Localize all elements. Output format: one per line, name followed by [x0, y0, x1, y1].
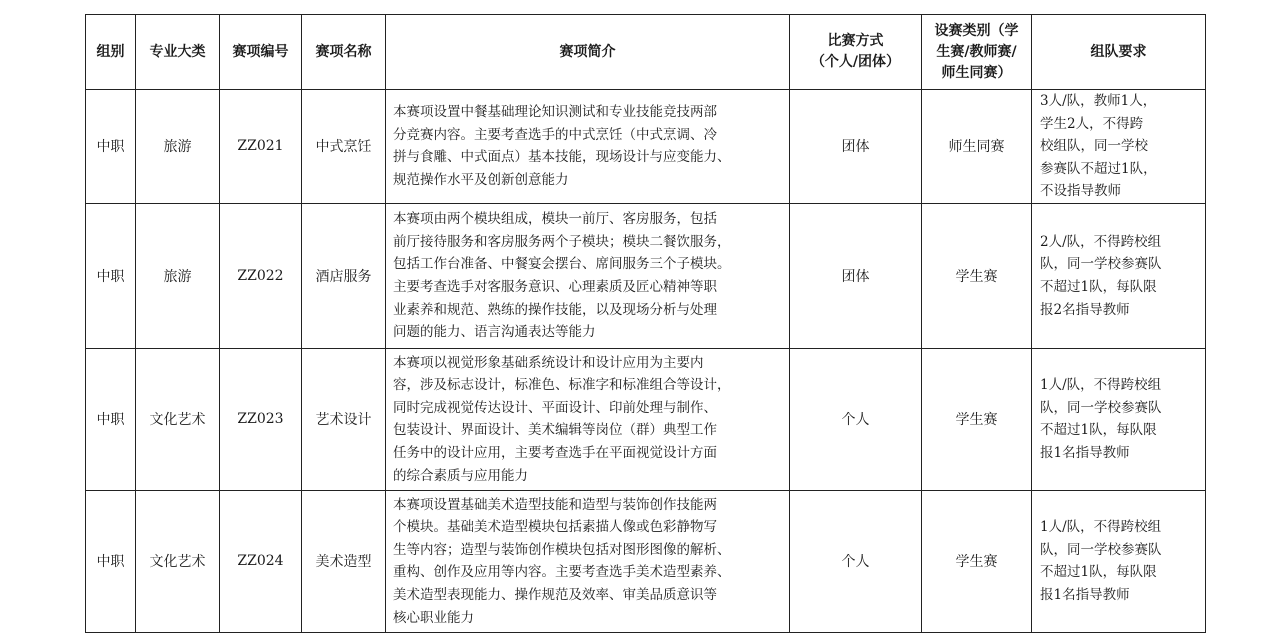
cell-code: ZZ022 [220, 203, 302, 348]
cell-major: 旅游 [136, 90, 220, 204]
competition-table [85, 14, 1206, 633]
header-category: 设赛类别（学 生赛/教师赛/ 师生同赛） [922, 15, 1032, 90]
cell-team: 2人/队，不得跨校组 队，同一学校参赛队 不超过1队，每队限 报2名指导教师 [1032, 203, 1206, 348]
cell-category: 学生赛 [922, 203, 1032, 348]
table-row [86, 90, 1206, 204]
cell-category: 学生赛 [922, 490, 1032, 632]
cell-category: 师生同赛 [922, 90, 1032, 204]
header-group: 组别 [86, 15, 136, 90]
table-row [86, 490, 1206, 632]
cell-intro: 本赛项设置基础美术造型技能和造型与装饰创作技能两 个模块。基础美术造型模块包括素描人像或色彩静物写 生等内容；造型与装饰创作模块包括对图形图像的解析、 重构、创作及应用等内容。主要考查选手美术造型素养、 美术造型表现能力、操作规范及效率、审美品质意识等 核心职业能力 [386, 490, 790, 632]
cell-team: 1人/队，不得跨校组 队，同一学校参赛队 不超过1队，每队限 报1名指导教师 [1032, 348, 1206, 490]
cell-team: 3人/队，教师1人， 学生2人，不得跨 校组队，同一学校 参赛队不超过1队， 不设指导教师 [1032, 90, 1206, 204]
header-name: 赛项名称 [302, 15, 386, 90]
header-code: 赛项编号 [220, 15, 302, 90]
header-mode: 比赛方式 （个人/团体） [790, 15, 922, 90]
cell-mode: 个人 [790, 348, 922, 490]
cell-name: 美术造型 [302, 490, 386, 632]
cell-intro: 本赛项以视觉形象基础系统设计和设计应用为主要内 容，涉及标志设计，标准色、标准字和标准组合等设计， 同时完成视觉传达设计、平面设计、印前处理与制作、 包装设计、界面设计、美术编辑等岗位（群）典型工作 任务中的设计应用，主要考查选手在平面视觉设计方面 的综合素质与应用能力 [386, 348, 790, 490]
cell-major: 文化艺术 [136, 348, 220, 490]
cell-name: 酒店服务 [302, 203, 386, 348]
cell-intro: 本赛项由两个模块组成，模块一前厅、客房服务，包括 前厅接待服务和客房服务两个子模块；模块二餐饮服务， 包括工作台准备、中餐宴会摆台、席间服务三个子模块。 主要考查选手对客服务意识、心理素质及匠心精神等职 业素养和规范、熟练的操作技能，以及现场分析与处理 问题的能力、语言沟通表达等能力 [386, 203, 790, 348]
cell-name: 艺术设计 [302, 348, 386, 490]
table-header-row [86, 15, 1206, 90]
cell-group: 中职 [86, 348, 136, 490]
cell-intro: 本赛项设置中餐基础理论知识测试和专业技能竞技两部 分竞赛内容。主要考查选手的中式烹饪（中式烹调、冷 拼与食雕、中式面点）基本技能，现场设计与应变能力、 规范操作水平及创新创意能力 [386, 90, 790, 204]
cell-code: ZZ021 [220, 90, 302, 204]
cell-mode: 团体 [790, 203, 922, 348]
cell-major: 旅游 [136, 203, 220, 348]
cell-code: ZZ024 [220, 490, 302, 632]
table-row [86, 348, 1206, 490]
cell-name: 中式烹饪 [302, 90, 386, 204]
cell-code: ZZ023 [220, 348, 302, 490]
cell-group: 中职 [86, 90, 136, 204]
cell-group: 中职 [86, 490, 136, 632]
header-intro: 赛项简介 [386, 15, 790, 90]
cell-mode: 个人 [790, 490, 922, 632]
cell-major: 文化艺术 [136, 490, 220, 632]
cell-mode: 团体 [790, 90, 922, 204]
table-row [86, 203, 1206, 348]
cell-team: 1人/队，不得跨校组 队，同一学校参赛队 不超过1队，每队限 报1名指导教师 [1032, 490, 1206, 632]
header-major: 专业大类 [136, 15, 220, 90]
cell-category: 学生赛 [922, 348, 1032, 490]
cell-group: 中职 [86, 203, 136, 348]
header-team: 组队要求 [1032, 15, 1206, 90]
